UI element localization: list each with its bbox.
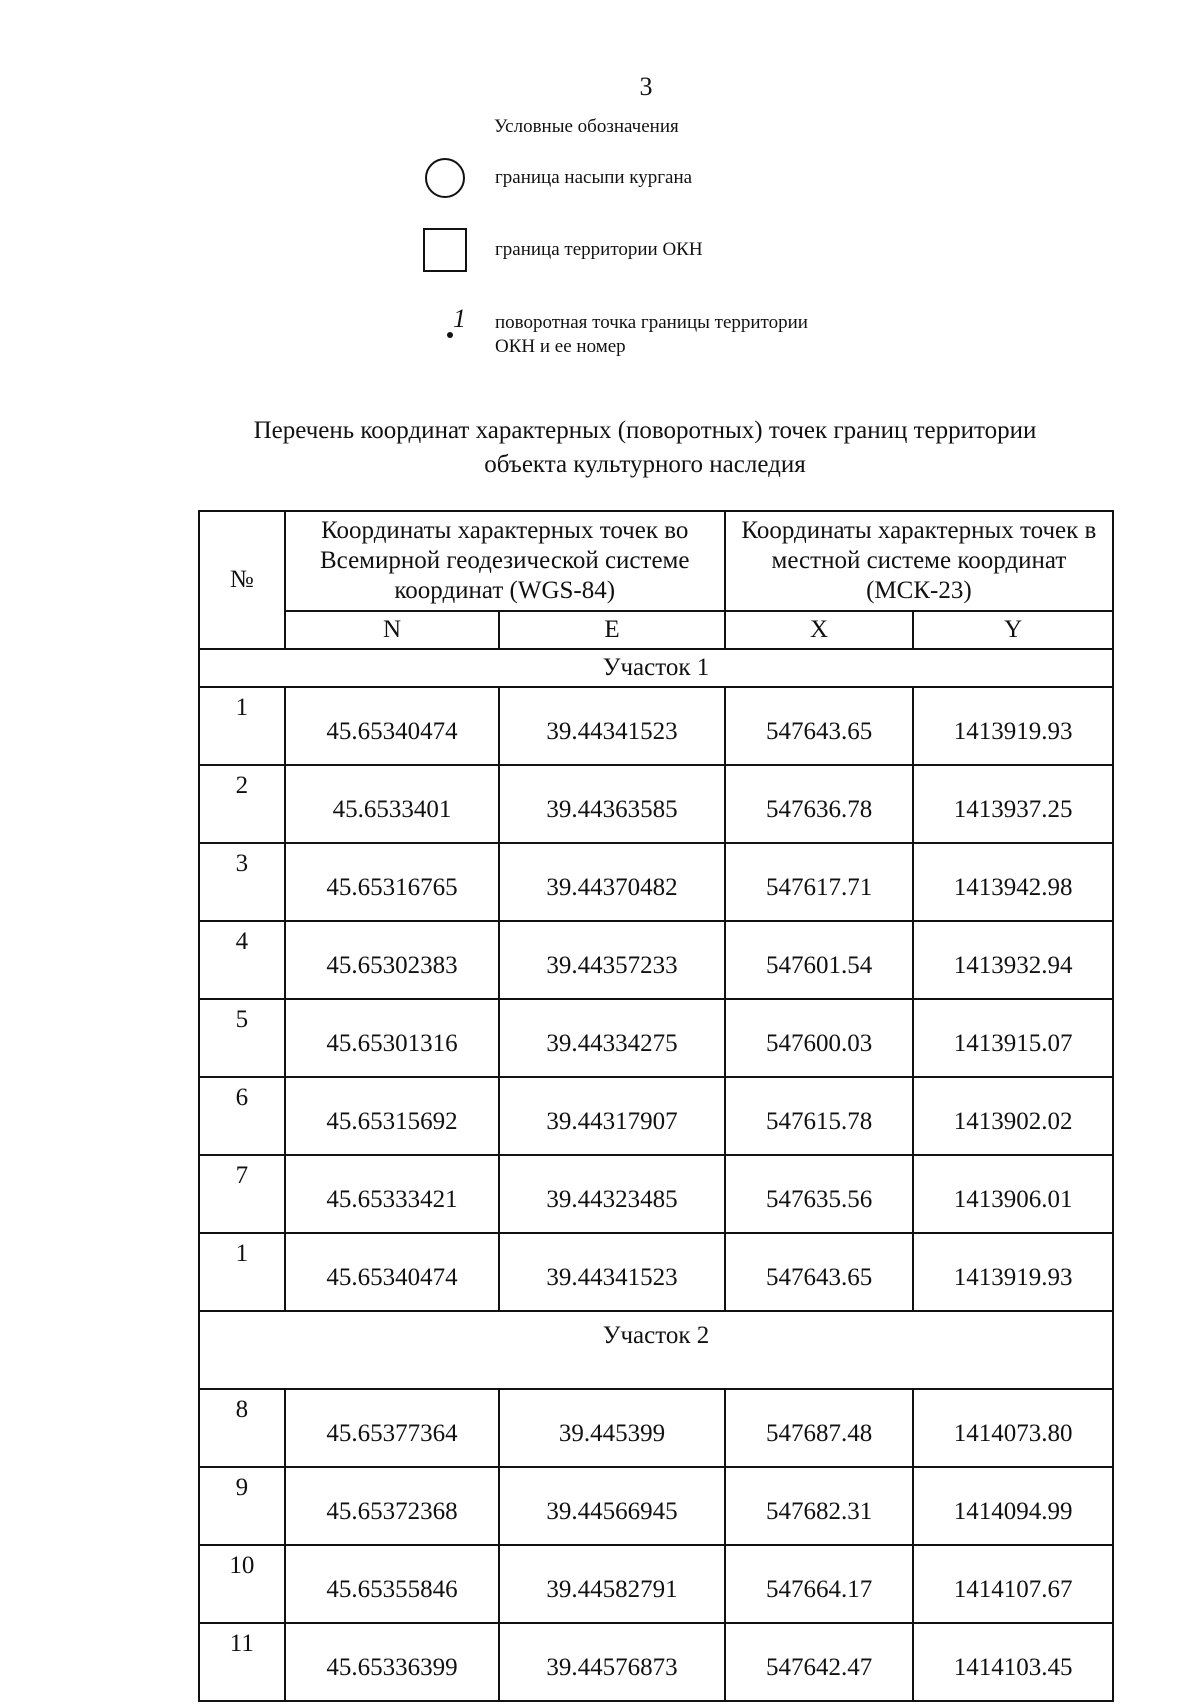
heading-line2: объекта культурного наследия bbox=[484, 451, 806, 478]
legend-label-line1: поворотная точка границы территории bbox=[495, 312, 808, 333]
col-header-number: № bbox=[199, 511, 285, 649]
table-body bbox=[199, 649, 1113, 1701]
point-number: 6 bbox=[199, 1077, 285, 1155]
coord-x: 547687.48 bbox=[725, 1389, 914, 1467]
section-title: Участок 1 bbox=[199, 649, 1113, 687]
coord-e: 39.44576873 bbox=[499, 1623, 725, 1701]
coord-x: 547600.03 bbox=[725, 999, 914, 1077]
coord-e: 39.44363585 bbox=[499, 765, 725, 843]
page-number: 3 bbox=[639, 72, 653, 101]
coord-y: 1413915.07 bbox=[913, 999, 1113, 1077]
coord-n: 45.65377364 bbox=[285, 1389, 500, 1467]
coord-e: 39.44370482 bbox=[499, 843, 725, 921]
point-number: 1 bbox=[199, 1233, 285, 1311]
coord-n: 45.65336399 bbox=[285, 1623, 500, 1701]
coord-x: 547643.65 bbox=[725, 687, 914, 765]
coord-e: 39.44341523 bbox=[499, 687, 725, 765]
table-row bbox=[199, 765, 1113, 843]
coord-e: 39.44323485 bbox=[499, 1155, 725, 1233]
table-row bbox=[199, 1545, 1113, 1623]
coord-y: 1414094.99 bbox=[913, 1467, 1113, 1545]
coord-y: 1413937.25 bbox=[913, 765, 1113, 843]
coord-e: 39.445399 bbox=[499, 1389, 725, 1467]
coord-y: 1413906.01 bbox=[913, 1155, 1113, 1233]
coord-y: 1414107.67 bbox=[913, 1545, 1113, 1623]
coord-x: 547643.65 bbox=[725, 1233, 914, 1311]
coord-e: 39.44341523 bbox=[499, 1233, 725, 1311]
table-row bbox=[199, 1155, 1113, 1233]
point-number: 7 bbox=[199, 1155, 285, 1233]
legend-label: граница насыпи кургана bbox=[495, 167, 693, 188]
coord-x: 547615.78 bbox=[725, 1077, 914, 1155]
coord-e: 39.44334275 bbox=[499, 999, 725, 1077]
coord-n: 45.65315692 bbox=[285, 1077, 500, 1155]
coord-n: 45.65302383 bbox=[285, 921, 500, 999]
point-number: 10 bbox=[199, 1545, 285, 1623]
coord-n: 45.65340474 bbox=[285, 1233, 500, 1311]
circle-icon bbox=[423, 156, 471, 204]
coord-x: 547601.54 bbox=[725, 921, 914, 999]
coord-e: 39.44582791 bbox=[499, 1545, 725, 1623]
coord-y: 1413902.02 bbox=[913, 1077, 1113, 1155]
section-row bbox=[199, 649, 1113, 687]
coord-n: 45.65340474 bbox=[285, 687, 500, 765]
legend-title: Условные обозначения bbox=[494, 116, 679, 137]
coordinates-table bbox=[198, 510, 1114, 1702]
coord-x: 547642.47 bbox=[725, 1623, 914, 1701]
table-row bbox=[199, 1389, 1113, 1467]
coord-e: 39.44317907 bbox=[499, 1077, 725, 1155]
point-icon-number: 1 bbox=[453, 304, 466, 333]
table-row bbox=[199, 1233, 1113, 1311]
coord-y: 1413932.94 bbox=[913, 921, 1113, 999]
square-icon bbox=[423, 228, 471, 276]
coord-x: 547617.71 bbox=[725, 843, 914, 921]
coord-y: 1413919.93 bbox=[913, 687, 1113, 765]
table-row bbox=[199, 687, 1113, 765]
table-row bbox=[199, 1077, 1113, 1155]
point-number: 11 bbox=[199, 1623, 285, 1701]
legend-label bbox=[495, 311, 808, 359]
point-number: 9 bbox=[199, 1467, 285, 1545]
col-header-wgs84: Координаты характерных точек во Всемирной геодезической системе координат (WGS-84) bbox=[285, 511, 725, 611]
heading-line1: Перечень координат характерных (поворотных) точек границ территории bbox=[253, 417, 1037, 444]
col-header-e: E bbox=[499, 611, 725, 649]
coord-n: 45.65333421 bbox=[285, 1155, 500, 1233]
legend-item-territory bbox=[423, 228, 843, 280]
point-number: 5 bbox=[199, 999, 285, 1077]
section-row bbox=[199, 1311, 1113, 1389]
table-row bbox=[199, 921, 1113, 999]
point-number: 4 bbox=[199, 921, 285, 999]
coord-y: 1413942.98 bbox=[913, 843, 1113, 921]
legend-item-point bbox=[423, 304, 843, 360]
table-row bbox=[199, 1467, 1113, 1545]
coord-n: 45.65316765 bbox=[285, 843, 500, 921]
document-heading bbox=[190, 414, 1100, 482]
coord-n: 45.65301316 bbox=[285, 999, 500, 1077]
section-title: Участок 2 bbox=[199, 1311, 1113, 1389]
coord-x: 547664.17 bbox=[725, 1545, 914, 1623]
coord-x: 547635.56 bbox=[725, 1155, 914, 1233]
legend-label: граница территории ОКН bbox=[495, 239, 703, 260]
table-row bbox=[199, 999, 1113, 1077]
col-header-y: Y bbox=[913, 611, 1113, 649]
table-row bbox=[199, 1623, 1113, 1701]
coord-n: 45.6533401 bbox=[285, 765, 500, 843]
point-number: 2 bbox=[199, 765, 285, 843]
legend-label-line2: ОКН и ее номер bbox=[495, 336, 626, 357]
coord-n: 45.65372368 bbox=[285, 1467, 500, 1545]
coord-x: 547636.78 bbox=[725, 765, 914, 843]
col-header-msk23: Координаты характерных точек в местной системе координат (МСК-23) bbox=[725, 511, 1113, 611]
coord-n: 45.65355846 bbox=[285, 1545, 500, 1623]
col-header-n: N bbox=[285, 611, 500, 649]
coord-y: 1413919.93 bbox=[913, 1233, 1113, 1311]
legend-item-mound bbox=[423, 156, 843, 208]
coord-x: 547682.31 bbox=[725, 1467, 914, 1545]
col-header-x: X bbox=[725, 611, 914, 649]
point-number: 1 bbox=[199, 687, 285, 765]
point-number: 8 bbox=[199, 1389, 285, 1467]
coord-y: 1414103.45 bbox=[913, 1623, 1113, 1701]
coord-e: 39.44566945 bbox=[499, 1467, 725, 1545]
coord-y: 1414073.80 bbox=[913, 1389, 1113, 1467]
point-icon bbox=[423, 304, 471, 356]
table-row bbox=[199, 843, 1113, 921]
point-number: 3 bbox=[199, 843, 285, 921]
coord-e: 39.44357233 bbox=[499, 921, 725, 999]
